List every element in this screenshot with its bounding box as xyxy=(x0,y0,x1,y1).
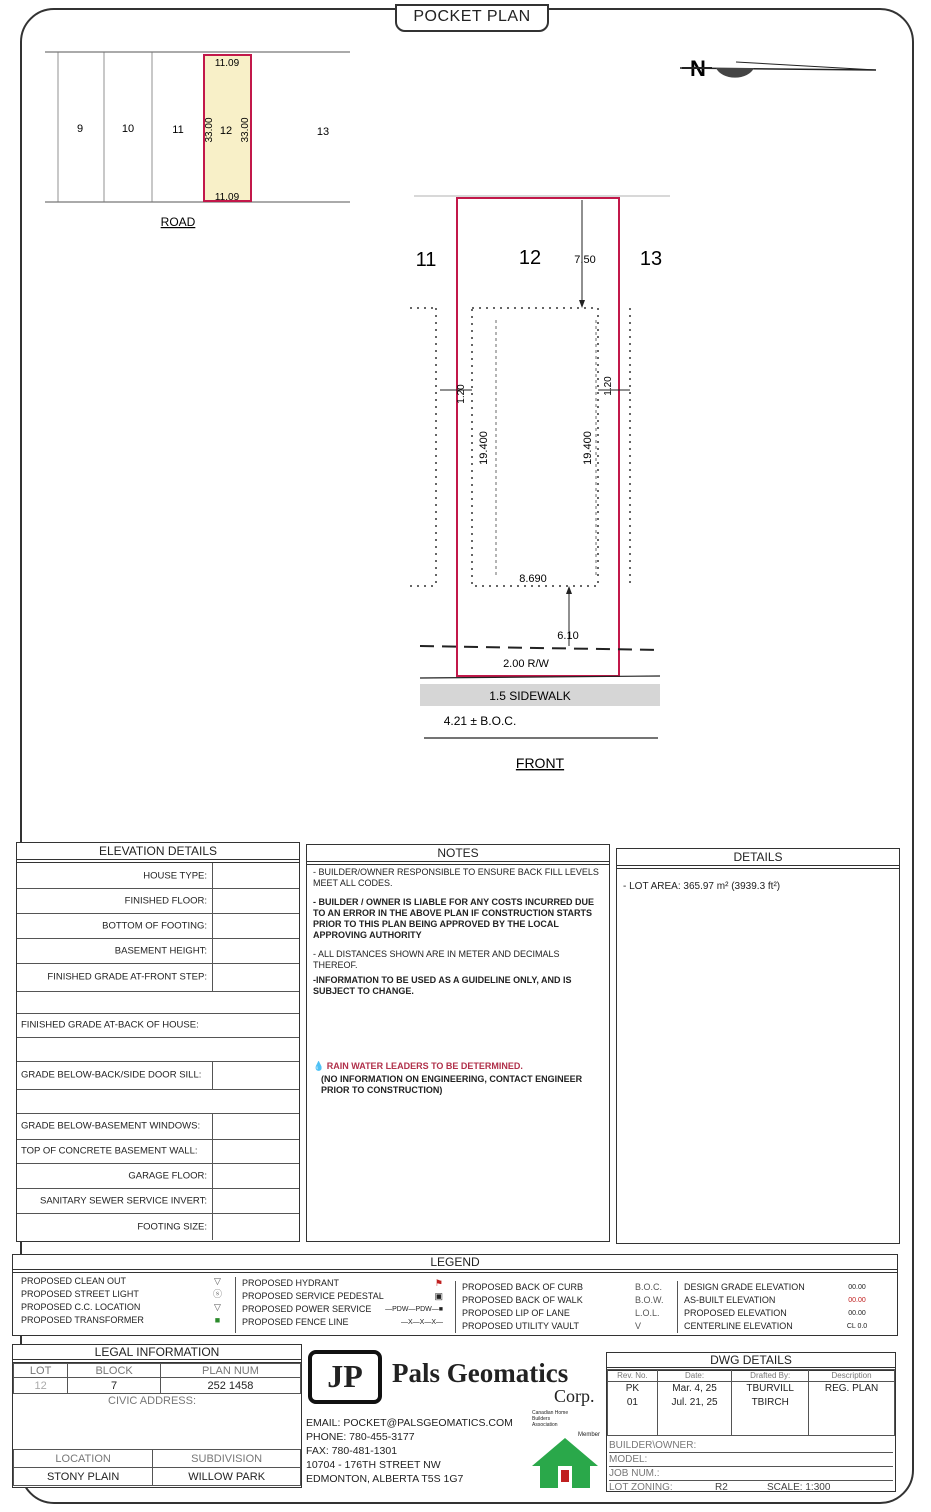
plan-value: 252 1458 xyxy=(160,1378,300,1394)
elev-row-spacer-3 xyxy=(17,1089,299,1114)
job-label: JOB NUM.: xyxy=(609,1467,893,1481)
dwg-table xyxy=(607,1369,895,1436)
elev-row-top-concrete: TOP OF CONCRETE BASEMENT WALL: xyxy=(17,1139,299,1164)
elev-row-sewer-invert: SANITARY SEWER SERVICE INVERT: xyxy=(17,1188,299,1214)
svg-text:N: N xyxy=(690,56,706,81)
col-date: Date: xyxy=(657,1370,731,1382)
company-fax: FAX: 780-481-1301 xyxy=(306,1445,398,1457)
plan-label: PLAN NUM xyxy=(160,1364,300,1378)
key-lot-12: 12 xyxy=(219,125,233,137)
note-4: -INFORMATION TO BE USED AS A GUIDELINE ONLY, AND IS SUBJECT TO CHANGE. xyxy=(313,975,572,996)
by-1: TBIRCH xyxy=(751,1397,789,1408)
elev-row-basement-height: BASEMENT HEIGHT: xyxy=(17,938,299,964)
key-right-dim: 33.00 xyxy=(240,117,251,143)
site-lot-12: 12 xyxy=(518,247,542,269)
details-header: DETAILS xyxy=(617,849,899,869)
side-right: 1.20 xyxy=(603,376,614,396)
rear-setback: 7.50 xyxy=(574,254,596,266)
legend-col-3-codes: B.O.C. B.O.W. L.O.L. V xyxy=(635,1282,664,1331)
company-logo: JP xyxy=(308,1350,382,1404)
chba-label: Canadian Home Builders Association xyxy=(532,1410,569,1428)
civic-address-label: CIVIC ADDRESS: xyxy=(108,1395,197,1407)
dwg-header: DWG DETAILS xyxy=(607,1353,895,1371)
legend-col-2-icons: ⚑ ▣ —PDW—PDW—■ —X—X—X— xyxy=(353,1277,443,1329)
elev-row-spacer-2 xyxy=(17,1037,299,1062)
elevation-header: ELEVATION DETAILS xyxy=(17,843,299,863)
road-label: ROAD xyxy=(160,215,196,229)
elev-row-grade-front: FINISHED GRADE AT-FRONT STEP: xyxy=(17,963,299,992)
elevation-details-panel xyxy=(16,842,300,1242)
key-lot-10: 10 xyxy=(121,123,135,135)
key-lot-9: 9 xyxy=(76,123,84,135)
block-value: 7 xyxy=(68,1378,161,1394)
details-panel xyxy=(616,848,900,1244)
sidewalk-label: 1.5 SIDEWALK xyxy=(489,689,571,703)
elev-row-grade-windows: GRADE BELOW-BASEMENT WINDOWS: xyxy=(17,1113,299,1140)
site-lot-13: 13 xyxy=(639,248,663,270)
elev-row-finished-floor: FINISHED FLOOR: xyxy=(17,888,299,914)
lot-label: LOT xyxy=(14,1364,68,1378)
lot-area-value: 365.97 m² (3939.3 ft²) xyxy=(683,881,781,892)
legend-col-2: PROPOSED HYDRANT PROPOSED SERVICE PEDESTAL PROPOSED POWER SERVICE PROPOSED FENCE LINE xyxy=(235,1277,384,1333)
depth-right: 19.400 xyxy=(582,431,594,465)
key-top-dim: 11.09 xyxy=(214,58,240,69)
company-contact xyxy=(306,1416,513,1486)
side-left: 1.20 xyxy=(456,384,467,404)
north-arrow-icon xyxy=(676,52,886,86)
key-left-dim: 33.00 xyxy=(204,117,215,143)
key-plan xyxy=(40,40,360,240)
front-setback: 6.10 xyxy=(557,630,579,642)
note-3: - ALL DISTANCES SHOWN ARE IN METER AND DECIMALS THEREOF. xyxy=(313,949,560,970)
key-lot-11: 11 xyxy=(172,124,184,136)
scale-value: SCALE: 1:300 xyxy=(767,1482,831,1493)
boc-label: 4.21 ± B.O.C. xyxy=(443,714,517,728)
legal-header: LEGAL INFORMATION xyxy=(13,1345,301,1363)
company-corp: Corp. xyxy=(554,1386,595,1406)
dwg-panel xyxy=(606,1352,896,1492)
company-address-2: EDMONTON, ALBERTA T5S 1G7 xyxy=(306,1473,464,1485)
builder-label: BUILDER\OWNER: xyxy=(609,1439,893,1453)
location-value: STONY PLAIN xyxy=(14,1468,153,1486)
company-name: Pals Geomatics xyxy=(392,1358,569,1388)
company-phone: PHONE: 780-455-3177 xyxy=(306,1431,415,1443)
lot-area xyxy=(623,881,780,892)
note-6: (NO INFORMATION ON ENGINEERING, CONTACT ENGINEER PRIOR TO CONSTRUCTION) xyxy=(321,1074,583,1095)
note-2: - BUILDER / OWNER IS LIABLE FOR ANY COSTS INCURRED DUE TO AN ERROR IN THE ABOVE PLAN IF CONSTRUCTION STARTS PRIOR TO THIS PLAN BEING APPROVED BY THE LOCAL APPROVING AUTHORITY xyxy=(313,897,595,940)
company-address-1: 10704 - 176TH STREET NW xyxy=(306,1459,441,1471)
zoning-row xyxy=(609,1481,893,1494)
col-drafted: Drafted By: xyxy=(732,1370,809,1382)
location-label: LOCATION xyxy=(14,1450,153,1468)
pedestal-icon: ▣ xyxy=(434,1291,443,1301)
page-title: POCKET PLAN xyxy=(395,4,549,32)
house-width: 8.690 xyxy=(519,573,547,585)
site-plan xyxy=(400,190,680,780)
legend-col-1: PROPOSED CLEAN OUT PROPOSED STREET LIGHT PROPOSED C.C. LOCATION PROPOSED TRANSFORMER xyxy=(21,1276,144,1325)
key-bottom-dim: 11.09 xyxy=(214,192,240,203)
subdivision-label: SUBDIVISION xyxy=(153,1450,301,1468)
elev-row-footing-size: FOOTING SIZE: xyxy=(17,1213,299,1240)
legal-panel xyxy=(12,1344,302,1488)
key-lot-13: 13 xyxy=(316,126,330,138)
front-label: FRONT xyxy=(515,755,565,771)
note-5: RAIN WATER LEADERS TO BE DETERMINED. xyxy=(326,1061,523,1071)
rev-1: 01 xyxy=(626,1397,638,1408)
col-desc: Description xyxy=(809,1370,895,1382)
legend-panel xyxy=(12,1254,898,1336)
notes-header: NOTES xyxy=(307,845,609,865)
legend-col-3: PROPOSED BACK OF CURB PROPOSED BACK OF WALK PROPOSED LIP OF LANE PROPOSED UTILITY VAULT xyxy=(455,1281,583,1333)
rw-label: 2.00 R/W xyxy=(503,658,549,670)
company-panel xyxy=(302,1344,606,1490)
depth-left: 19.400 xyxy=(478,431,490,465)
zoning-value: R2 xyxy=(715,1482,728,1493)
water-drop-icon: 💧 xyxy=(313,1061,325,1071)
lot-value: 12 xyxy=(14,1378,68,1394)
model-label: MODEL: xyxy=(609,1453,893,1467)
elev-row-spacer-1 xyxy=(17,991,299,1014)
elev-row-grade-door: GRADE BELOW-BACK/SIDE DOOR SILL: xyxy=(17,1061,299,1090)
elev-row-grade-back: FINISHED GRADE AT-BACK OF HOUSE: xyxy=(17,1013,299,1038)
legend-header: LEGEND xyxy=(13,1255,897,1273)
elev-row-house-type: HOUSE TYPE: xyxy=(17,863,299,889)
notes-panel xyxy=(306,844,610,1242)
col-rev: Rev. No. xyxy=(608,1370,658,1382)
elev-row-bottom-footing: BOTTOM OF FOOTING: xyxy=(17,913,299,939)
by-0: TBURVILL xyxy=(746,1383,794,1394)
date-1: Jul. 21, 25 xyxy=(671,1397,718,1408)
lot-area-label: - LOT AREA: xyxy=(623,881,681,892)
chba-house-icon xyxy=(528,1436,602,1490)
site-lot-11: 11 xyxy=(415,249,437,271)
location-table xyxy=(13,1449,301,1486)
note-rain xyxy=(313,1061,603,1072)
block-label: BLOCK xyxy=(68,1364,161,1378)
cc-location-icon: ▽ xyxy=(214,1302,221,1312)
street-light-icon: ⓢ xyxy=(213,1289,223,1299)
hydrant-icon: ⚑ xyxy=(434,1278,443,1288)
dwg-fields xyxy=(609,1439,893,1494)
company-email: EMAIL: POCKET@PALSGEOMATICS.COM xyxy=(306,1417,513,1429)
elev-row-garage-floor: GARAGE FLOOR: xyxy=(17,1163,299,1189)
zoning-label: LOT ZONING: xyxy=(609,1482,673,1493)
transformer-icon: ■ xyxy=(214,1315,221,1325)
legend-col-4-codes: 00.00 00.00 00.00 CL 0.0 xyxy=(846,1284,868,1330)
subdivision-value: WILLOW PARK xyxy=(153,1468,301,1486)
desc-1: REG. PLAN xyxy=(824,1383,879,1394)
rev-0: PK xyxy=(625,1383,640,1394)
legend-col-1-icons xyxy=(213,1275,222,1327)
chba-member-label: Member xyxy=(578,1432,601,1438)
clean-out-icon: ▽ xyxy=(214,1276,221,1286)
legal-table xyxy=(13,1363,301,1394)
note-1: - BUILDER/OWNER RESPONSIBLE TO ENSURE BACK FILL LEVELS MEET ALL CODES. xyxy=(313,867,599,888)
legend-col-4: DESIGN GRADE ELEVATION AS-BUILT ELEVATION PROPOSED ELEVATION CENTERLINE ELEVATION xyxy=(677,1281,805,1333)
date-0: Mar. 4, 25 xyxy=(672,1383,717,1394)
